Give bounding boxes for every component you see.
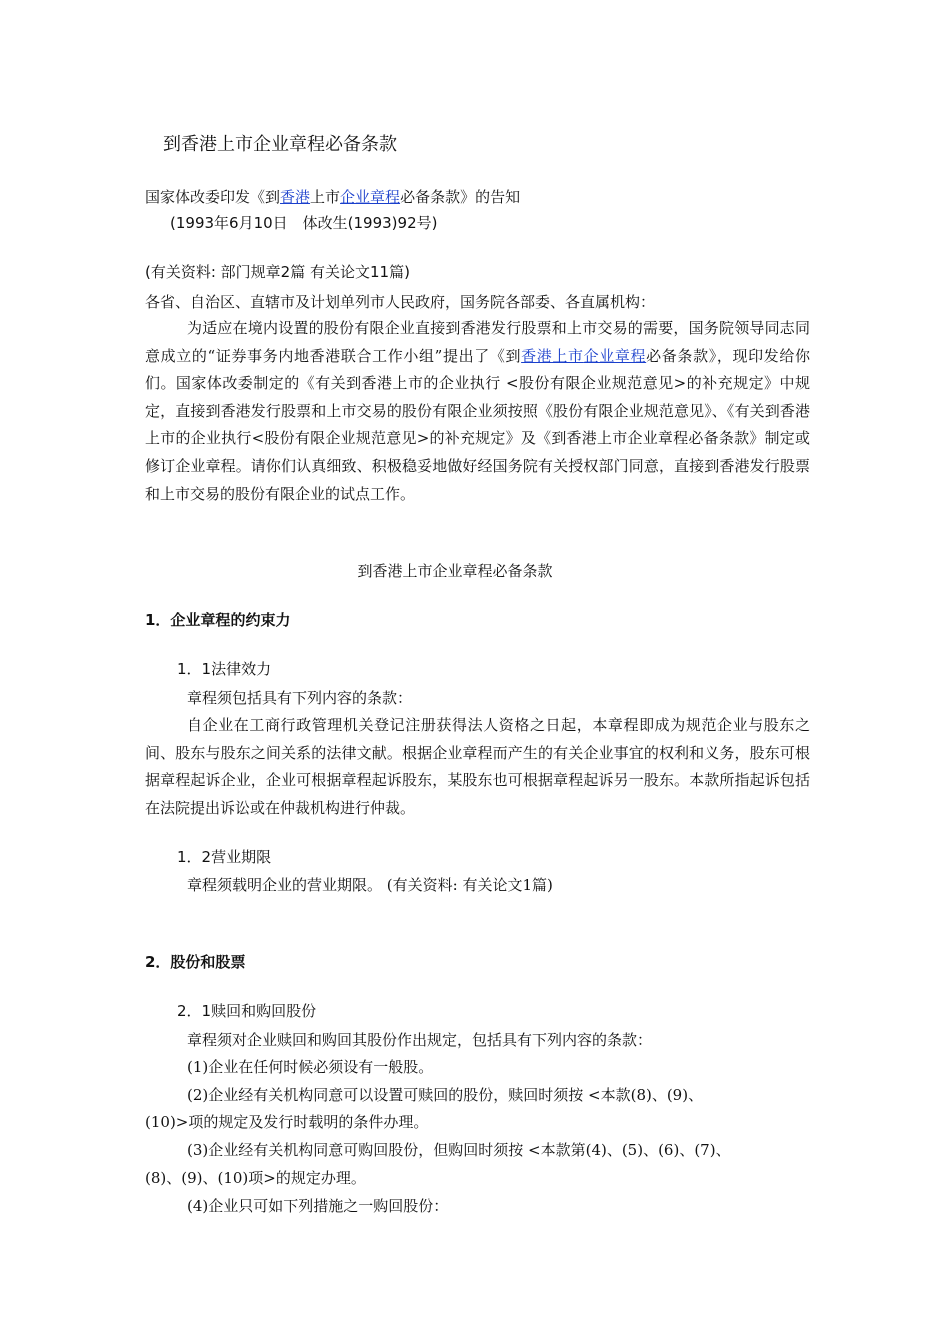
section2-1-lead: 章程须对企业赎回和购回其股份作出规定，包括具有下列内容的条款：	[187, 1031, 653, 1049]
list-item-1: (1)企业在任何时候必须设有一般股。	[187, 1058, 434, 1076]
notice-pre: 国家体改委印发《到	[145, 188, 281, 206]
section2-heading: 2．股份和股票	[145, 953, 246, 971]
list-item-4: (4)企业只可如下列措施之一购回股份：	[187, 1197, 449, 1215]
notice-link-articles[interactable]: 企业章程	[340, 188, 401, 206]
notice-line	[145, 183, 810, 211]
list-item-3-line1: (3)企业经有关机构同意可购回股份，但购回时须按 <本款第(4)、(5)、(6)、(7)、	[187, 1141, 731, 1159]
addressee-line: 各省、自治区、直辖市及计划单列市人民政府，国务院各部委、各直属机构：	[145, 293, 656, 311]
notice-post: 必备条款》的告知	[400, 188, 521, 206]
subtitle: 到香港上市企业章程必备条款	[357, 562, 553, 580]
intro-post: 必备条款》，现印发给你们。国家体改委制定的《有关到香港上市的企业执行 <股份有限企业规范意见>的补充规定》中规定，直接到香港发行股票和上市交易的股份有限企业须按照《股份有限企业规范意见》、《有关到香港上市的企业执行<股份有限企业规范意见>的补充规定》及《到香港上市企业章程必备条款》制定或修订企业章程。请你们认真细致、积极稳妥地做好经国务院有关授权部门同意，直接到香港发行股票和上市交易的股份有限企业的试点工作。	[145, 346, 810, 503]
section1-2-body: 章程须载明企业的营业期限。 (有关资料: 有关论文1篇)	[187, 876, 553, 894]
intro-link-hk-listing[interactable]: 香港上市	[521, 346, 584, 365]
notice-link-hongkong[interactable]: 香港	[280, 188, 311, 206]
notice-mid: 上市	[310, 188, 341, 206]
list-item-3-line2: (8)、(9)、(10)项>的规定办理。	[145, 1169, 366, 1187]
section1-2-heading: 1．2营业期限	[177, 848, 272, 866]
section1-1-heading: 1．1法律效力	[177, 660, 272, 678]
list-item-2-line1: (2)企业经有关机构同意可以设置可赎回的股份，赎回时须按 <本款(8)、(9)、	[187, 1086, 704, 1104]
intro-link-articles[interactable]: 企业章程	[583, 346, 647, 365]
list-item-2-line2: (10)>项的规定及发行时载明的条件办理。	[145, 1113, 429, 1131]
section2-1-heading: 2．1赎回和购回股份	[177, 1002, 317, 1020]
document-title: 到香港上市企业章程必备条款	[163, 134, 397, 155]
intro-paragraph	[145, 315, 810, 508]
related-materials-top: (有关资料: 部门规章2篇 有关论文11篇)	[145, 263, 410, 281]
section1-1-lead: 章程须包括具有下列内容的条款：	[187, 689, 413, 707]
date-line: (1993年6月10日 体改生(1993)92号)	[170, 214, 438, 232]
intro-pre: 为适应在境内设置的股份有限企业直接到香港发行股票和上市交易的需要，国务院领导同志同意成立的“证券事务内地香港联合工作小组”提出了《到	[145, 319, 810, 365]
section1-heading: 1．企业章程的约束力	[145, 611, 291, 629]
section1-1-body: 自企业在工商行政管理机关登记注册获得法人资格之日起，本章程即成为规范企业与股东之间、股东与股东之间关系的法律文献。根据企业章程而产生的有关企业事宜的权利和义务，股东可根据章程起诉企业，企业可根据章程起诉股东，某股东也可根据章程起诉另一股东。本款所指起诉包括在法院提出诉讼或在仲裁机构进行仲裁。	[145, 716, 810, 817]
